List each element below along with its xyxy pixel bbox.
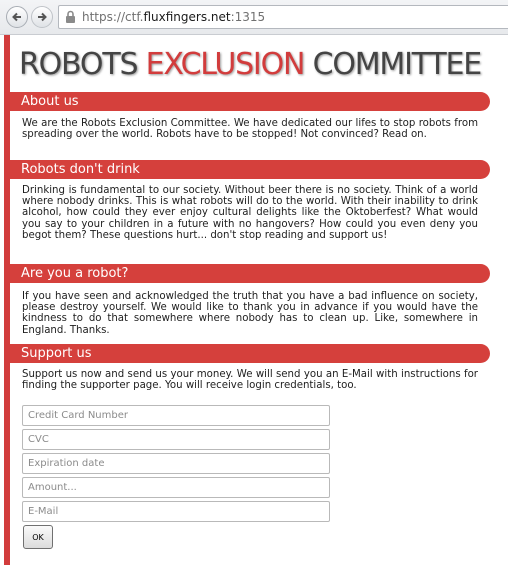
ok-submit-button[interactable]: OK — [23, 525, 53, 549]
section-heading-about-us: About us — [10, 92, 490, 111]
amount-input[interactable] — [22, 477, 330, 498]
section-body-are-you-a-robot: If you have seen and acknowledged the truth that you have a bad influence on society, please destroy yourself. We would like to thank you in advance if you would have the kindness to do that somewhere where nobody has to clean up. Like, somewhere in England. Thanks. — [22, 291, 478, 336]
email-input[interactable] — [22, 501, 330, 522]
page-left-stripe — [4, 35, 10, 565]
title-part-committee: COMMITTEE — [304, 47, 481, 82]
expiration-date-input[interactable] — [22, 453, 330, 474]
url-prefix: https://ctf. — [82, 10, 144, 24]
back-arrow-icon — [11, 11, 23, 23]
browser-toolbar — [0, 0, 508, 35]
title-part-exclusion: EXCLUSION — [145, 47, 305, 82]
section-body-about-us: We are the Robots Exclusion Committee. We have dedicated our lifes to stop robots from spreading over the world. Robots have to be stopped! Not convinced? Read on. — [22, 118, 478, 141]
page-title — [19, 48, 481, 82]
section-heading-robots-dont-drink: Robots don't drink — [10, 160, 490, 179]
title-part-robots: ROBOTS — [19, 47, 146, 82]
forward-arrow-icon — [36, 11, 48, 23]
back-button[interactable] — [6, 6, 28, 28]
credit-card-input[interactable] — [22, 405, 330, 426]
url-domain: fluxfingers.net — [143, 10, 231, 24]
address-bar[interactable] — [58, 5, 508, 29]
url-text — [82, 10, 265, 24]
url-suffix: :1315 — [230, 10, 266, 24]
section-heading-are-you-a-robot: Are you a robot? — [10, 264, 490, 283]
forward-button[interactable] — [31, 6, 53, 28]
lock-icon — [65, 10, 76, 24]
cvc-input[interactable] — [22, 429, 330, 450]
section-body-robots-dont-drink: Drinking is fundamental to our society. Without beer there is no society. Think of a world where nobody drinks. This is what robots will do to the world. With their inability to drink alcohol, how could they ever enjoy cultural delights like the Oktoberfest? What would you say to your children in a future with no hangovers? How could you even deny you begot them? These questions hurt... don't stop reading and support us! — [22, 185, 478, 241]
section-heading-support-us: Support us — [10, 344, 490, 363]
section-body-support-us: Support us now and send us your money. We will send you an E-Mail with instructions for finding the supporter page. You will receive login credentials, too. — [22, 369, 478, 392]
